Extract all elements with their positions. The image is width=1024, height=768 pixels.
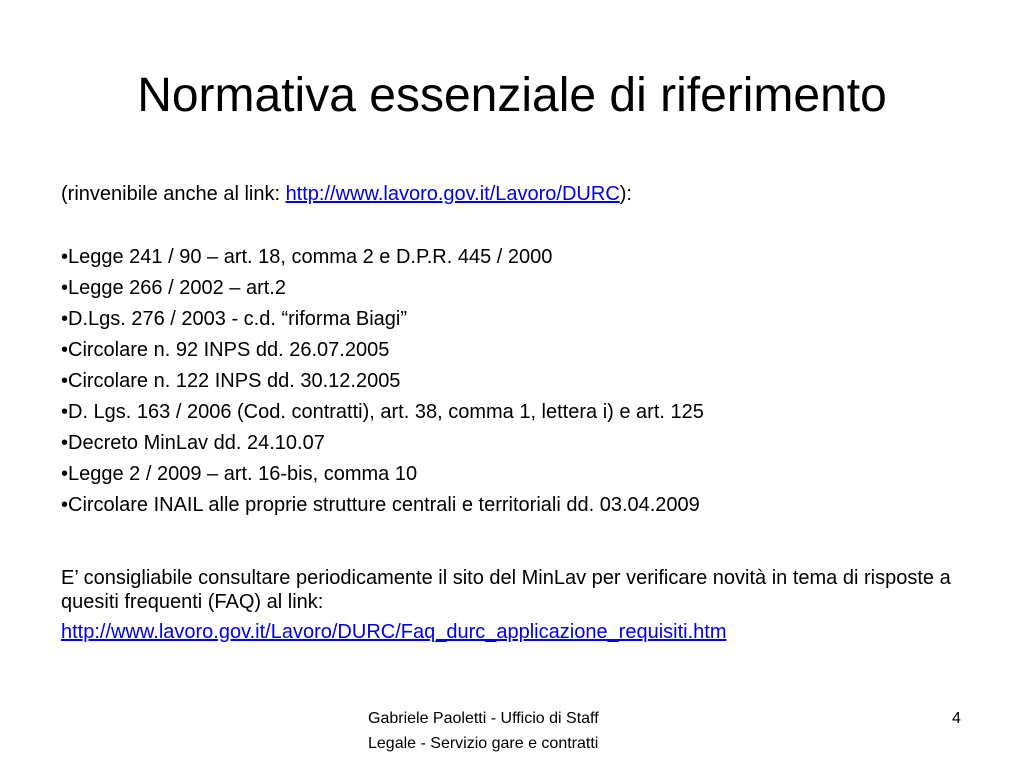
law-item: •Legge 2 / 2009 – art. 16-bis, comma 10 xyxy=(61,463,418,485)
law-item: •Circolare n. 122 INPS dd. 30.12.2005 xyxy=(61,370,401,392)
law-item: •Legge 241 / 90 – art. 18, comma 2 e D.P.R. 445 / 2000 xyxy=(61,246,553,268)
law-list xyxy=(61,245,704,524)
durc-link[interactable]: http://www.lavoro.gov.it/Lavoro/DURC xyxy=(285,183,620,205)
intro-suffix: ): xyxy=(619,183,632,205)
slide-title: Normativa essenziale di riferimento xyxy=(137,69,887,122)
advice-paragraph: E’ consigliabile consultare periodicamente il sito del MinLav per verificare novità in tema di risposte a quesiti frequenti (FAQ) al link: xyxy=(61,567,951,613)
footer-line-1: Gabriele Paoletti - Ufficio di Staff xyxy=(368,710,599,727)
faq-link-line xyxy=(61,620,727,644)
law-item: •D.Lgs. 276 / 2003 - c.d. “riforma Biagi” xyxy=(61,308,408,330)
page-number: 4 xyxy=(952,710,961,727)
law-item: •Decreto MinLav dd. 24.10.07 xyxy=(61,432,325,454)
intro-line xyxy=(61,182,632,206)
law-item: •D. Lgs. 163 / 2006 (Cod. contratti), art. 38, comma 1, lettera i) e art. 125 xyxy=(61,401,704,423)
faq-link[interactable]: http://www.lavoro.gov.it/Lavoro/DURC/Faq_durc_applicazione_requisiti.htm xyxy=(61,621,727,643)
footer-credit xyxy=(368,706,599,756)
law-item: •Legge 266 / 2002 – art.2 xyxy=(61,277,286,299)
law-item: •Circolare INAIL alle proprie strutture centrali e territoriali dd. 03.04.2009 xyxy=(61,494,700,516)
footer-line-2: Legale - Servizio gare e contratti xyxy=(368,735,599,752)
law-item: •Circolare n. 92 INPS dd. 26.07.2005 xyxy=(61,339,390,361)
intro-prefix: (rinvenibile anche al link: xyxy=(61,183,286,205)
